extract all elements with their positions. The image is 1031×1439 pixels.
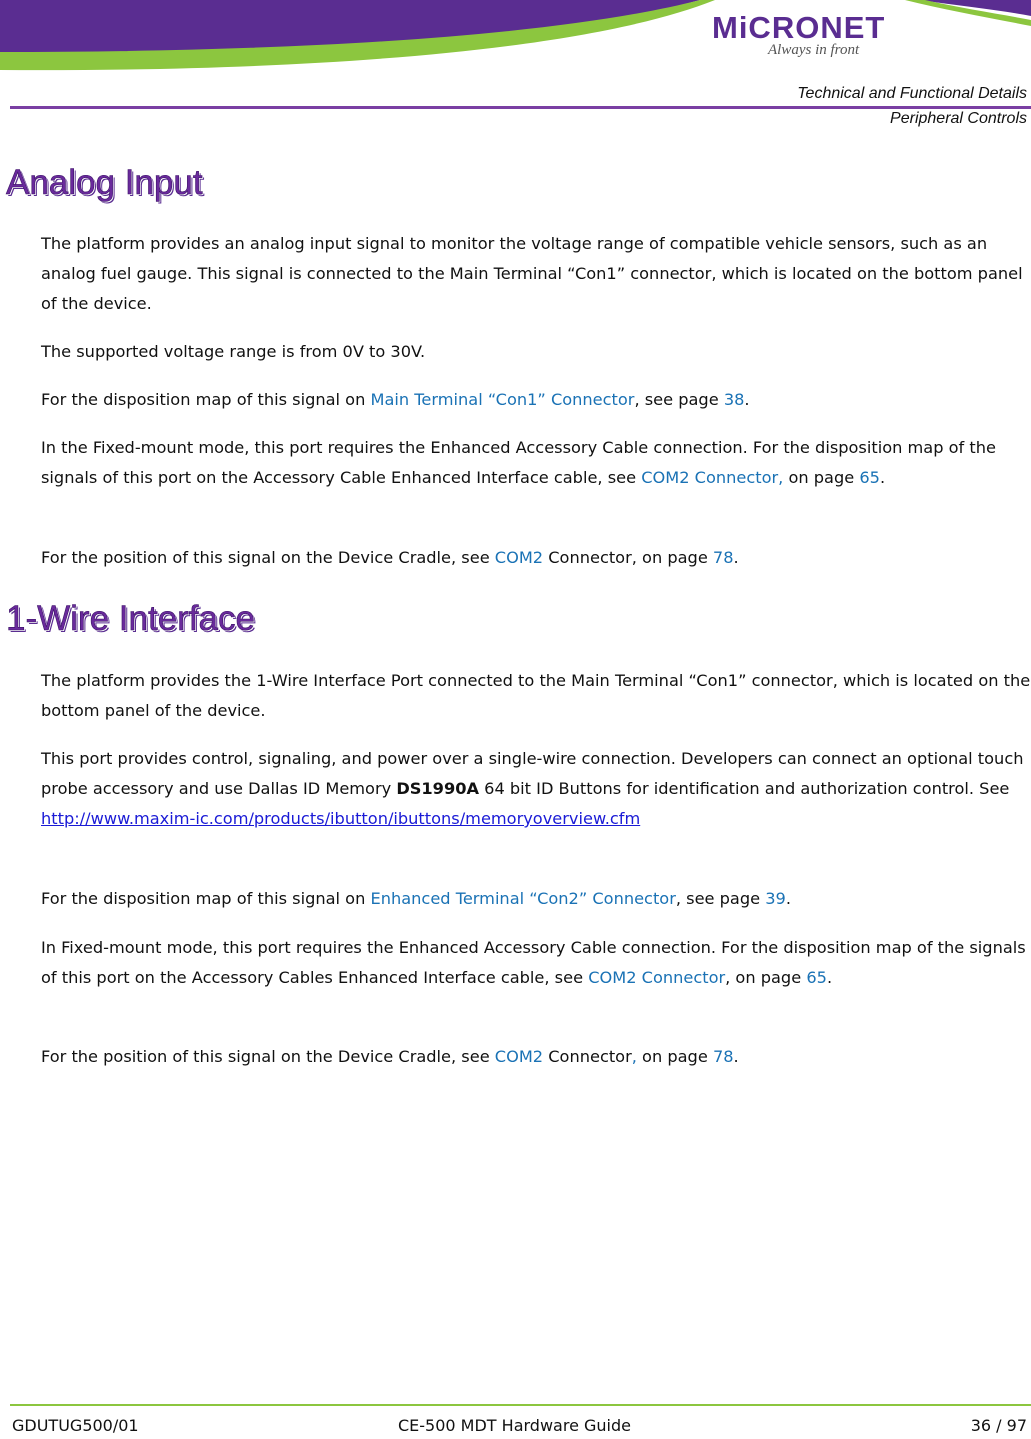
analog-paragraph-5 xyxy=(41,543,1031,573)
text: , see page xyxy=(675,889,766,908)
text: . xyxy=(785,889,791,908)
com2-link[interactable]: COM2 xyxy=(494,548,544,567)
footer-divider xyxy=(10,1404,1031,1406)
one-wire-paragraph-1: The platform provides the 1-Wire Interface Port connected to the Main Terminal “Con1” connector, which is located on the bottom panel of the device. xyxy=(41,671,1031,720)
page-link[interactable]: 65 xyxy=(859,468,880,487)
one-wire-heading: 1-Wire Interface xyxy=(6,599,255,638)
maxim-url-link[interactable]: http://www.maxim-ic.com/products/ibutton/ibuttons/memoryoverview.cfm xyxy=(41,809,641,828)
text: For the disposition map of this signal on xyxy=(41,889,371,908)
text: Connector xyxy=(543,1047,632,1066)
page-link[interactable]: 78 xyxy=(712,1047,734,1066)
header-divider xyxy=(10,106,1031,109)
text: This port provides control, signaling, and power over a single-wire connection. Developers can connect an optional touch probe accessory and use Dallas ID Memory xyxy=(41,749,1024,798)
analog-paragraph-4 xyxy=(41,433,1031,493)
text: 64 bit ID Buttons for identification and authorization control. See xyxy=(479,779,1010,798)
header-section: Peripheral Controls xyxy=(890,110,1027,127)
analog-input-heading: Analog Input xyxy=(6,163,203,202)
text: For the disposition map of this signal on xyxy=(41,390,371,409)
page-link[interactable]: 78 xyxy=(712,548,734,567)
one-wire-paragraph-3 xyxy=(41,884,1031,914)
text: on page xyxy=(783,468,860,487)
text: , on page xyxy=(725,968,807,987)
main-terminal-link[interactable]: Main Terminal “Con1” Connector xyxy=(370,390,635,409)
text: . xyxy=(733,548,739,567)
text: . xyxy=(744,390,750,409)
page-link[interactable]: 65 xyxy=(806,968,827,987)
comma-link[interactable]: , xyxy=(631,1047,637,1066)
text: . xyxy=(826,968,833,987)
analog-paragraph-1: The platform provides an analog input signal to monitor the voltage range of compatible vehicle sensors, such as an analog fuel gauge. This signal is connected to the Main Terminal “Con1” connector, which is located on the bottom panel of the device. xyxy=(41,234,1023,313)
header-chapter: Technical and Functional Details xyxy=(797,85,1027,102)
brand-logo xyxy=(712,10,912,60)
text: For the position of this signal on the Device Cradle, see xyxy=(41,548,495,567)
footer-doc-title: CE-500 MDT Hardware Guide xyxy=(398,1416,631,1435)
text: , see page xyxy=(634,390,724,409)
one-wire-paragraph-5 xyxy=(41,1042,1031,1072)
text: In Fixed-mount mode, this port requires the Enhanced Accessory Cable connection. For the disposition map of the signals of this port on the Accessory Cables Enhanced Interface cable, see xyxy=(41,938,1026,987)
text: . xyxy=(733,1047,739,1066)
com2-connector-link[interactable]: COM2 Connector, xyxy=(641,468,784,487)
text: Connector, on page xyxy=(543,548,713,567)
text: In the Fixed-mount mode, this port requires the Enhanced Accessory Cable connection. For the disposition map of the signals of this port on the Accessory Cable Enhanced Interface cable, see xyxy=(41,438,996,487)
footer-page-number: 36 / 97 xyxy=(970,1416,1027,1435)
part-number: DS1990A xyxy=(396,779,480,798)
text: on page xyxy=(636,1047,713,1066)
page-link[interactable]: 38 xyxy=(723,390,745,409)
one-wire-paragraph-4 xyxy=(41,933,1031,993)
com2-link[interactable]: COM2 xyxy=(494,1047,544,1066)
com2-connector-link[interactable]: COM2 Connector xyxy=(588,968,726,987)
brand-logo-word: MiCRONET xyxy=(712,10,886,45)
text: For the position of this signal on the Device Cradle, see xyxy=(41,1047,495,1066)
text: . xyxy=(879,468,886,487)
brand-tagline: Always in front xyxy=(768,42,860,58)
footer-doc-id: GDUTUG500/01 xyxy=(12,1416,139,1435)
page-link[interactable]: 39 xyxy=(765,889,786,908)
enhanced-terminal-link[interactable]: Enhanced Terminal “Con2” Connector xyxy=(370,889,676,908)
analog-paragraph-3 xyxy=(41,385,1031,415)
one-wire-paragraph-2 xyxy=(41,744,1031,834)
analog-paragraph-2: The supported voltage range is from 0V to 30V. xyxy=(41,342,426,361)
